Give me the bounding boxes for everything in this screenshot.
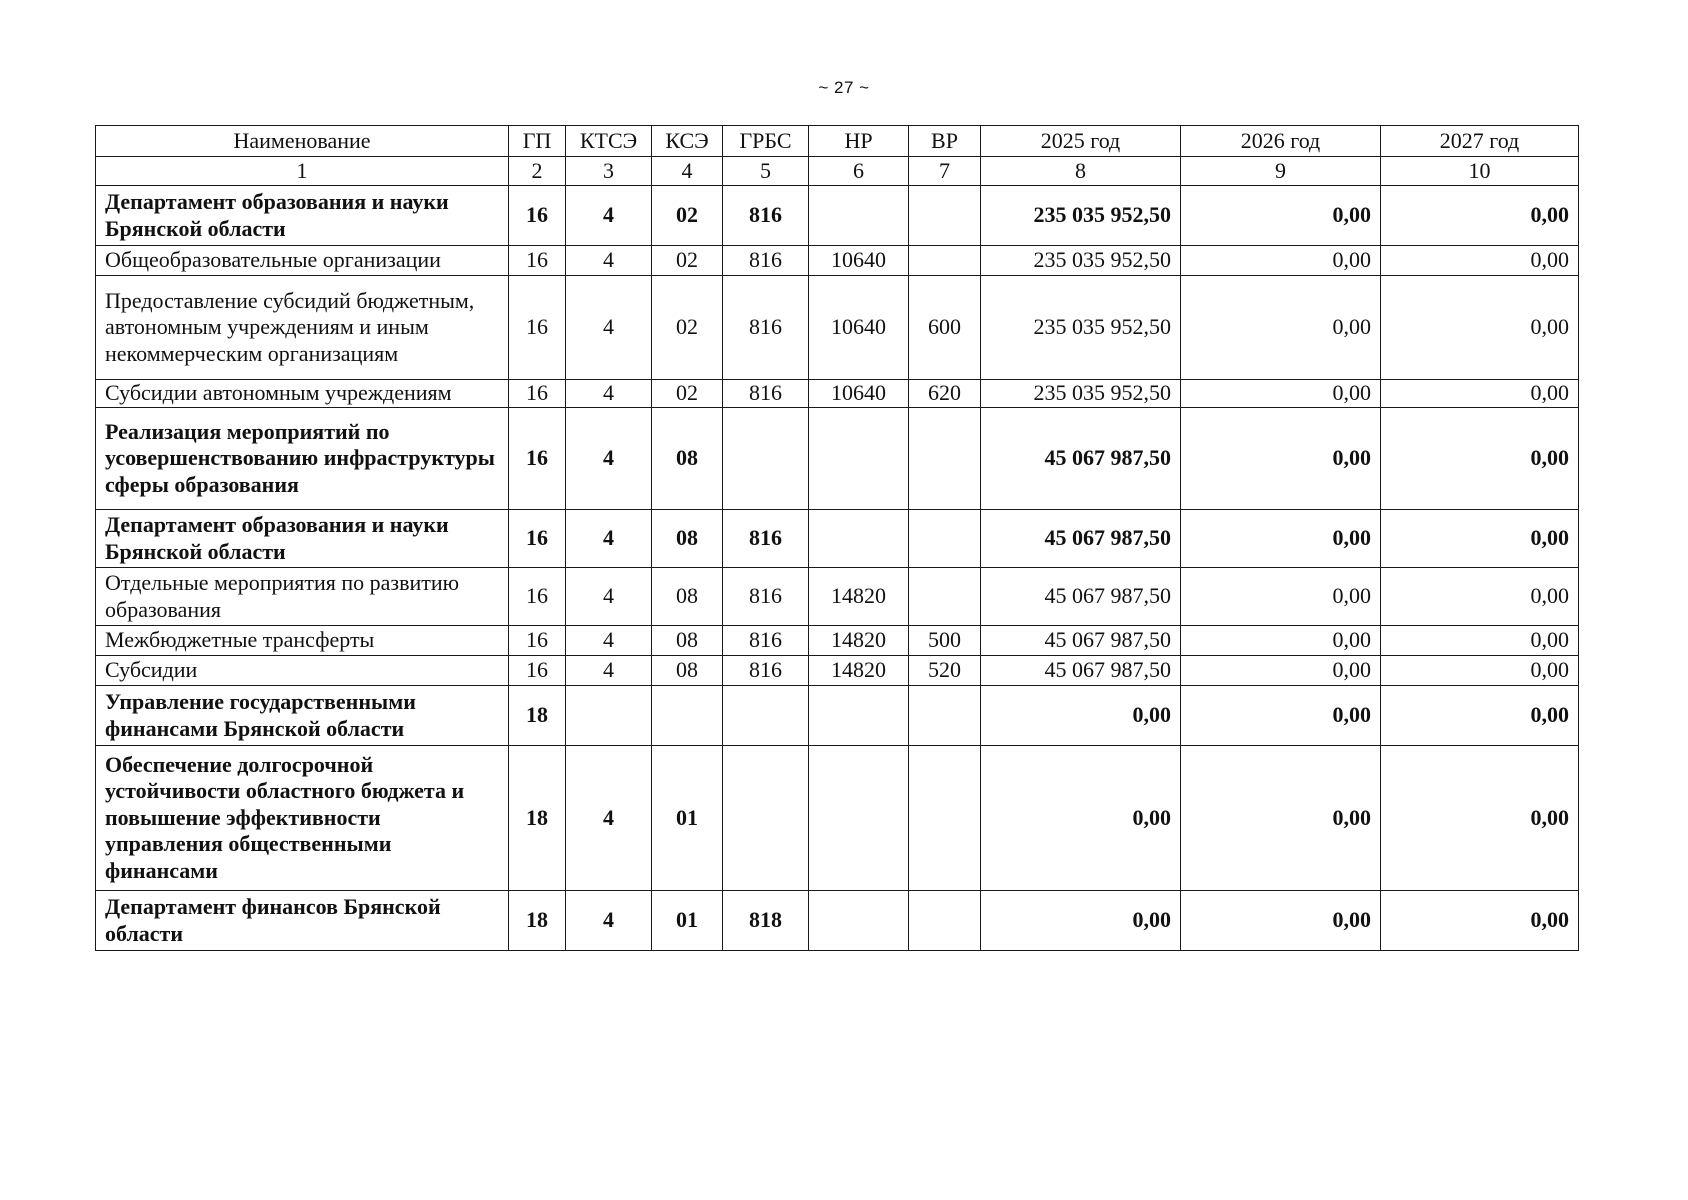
amount-2026-cell: 0,00 xyxy=(1181,891,1381,951)
amount-2027-cell: 0,00 xyxy=(1381,746,1579,891)
table-row xyxy=(96,568,1579,626)
amount-2026-cell: 0,00 xyxy=(1181,408,1381,510)
amount-2026-cell: 0,00 xyxy=(1181,626,1381,656)
kse-cell: 02 xyxy=(652,380,723,408)
column-number-row xyxy=(96,157,1579,186)
amount-2027-cell: 0,00 xyxy=(1381,380,1579,408)
amount-2027-cell: 0,00 xyxy=(1381,891,1579,951)
vr-cell: 620 xyxy=(909,380,981,408)
nr-cell: 14820 xyxy=(809,626,909,656)
gp-cell: 18 xyxy=(509,746,566,891)
header-2026: 2026 год xyxy=(1181,126,1381,157)
grbs-cell xyxy=(723,408,809,510)
amount-2026-cell: 0,00 xyxy=(1181,246,1381,276)
vr-cell xyxy=(909,186,981,246)
grbs-cell: 816 xyxy=(723,626,809,656)
nr-cell xyxy=(809,510,909,568)
column-number: 10 xyxy=(1381,157,1579,186)
header-nr: НР xyxy=(809,126,909,157)
amount-2027-cell: 0,00 xyxy=(1381,276,1579,380)
column-number: 7 xyxy=(909,157,981,186)
vr-cell xyxy=(909,746,981,891)
nr-cell xyxy=(809,186,909,246)
kse-cell: 02 xyxy=(652,246,723,276)
amount-2027-cell: 0,00 xyxy=(1381,656,1579,686)
amount-2025-cell: 235 035 952,50 xyxy=(981,246,1181,276)
row-name-cell: Предоставление субсидий бюджетным, автономным учреждениям и иным некоммерческим организациям xyxy=(96,276,509,380)
nr-cell xyxy=(809,891,909,951)
ktse-cell: 4 xyxy=(566,246,652,276)
gp-cell: 16 xyxy=(509,656,566,686)
table-row xyxy=(96,686,1579,746)
column-number: 1 xyxy=(96,157,509,186)
amount-2025-cell: 45 067 987,50 xyxy=(981,568,1181,626)
gp-cell: 16 xyxy=(509,408,566,510)
table-row xyxy=(96,891,1579,951)
gp-cell: 16 xyxy=(509,276,566,380)
ktse-cell: 4 xyxy=(566,276,652,380)
amount-2026-cell: 0,00 xyxy=(1181,276,1381,380)
amount-2026-cell: 0,00 xyxy=(1181,186,1381,246)
amount-2026-cell: 0,00 xyxy=(1181,510,1381,568)
grbs-cell: 816 xyxy=(723,510,809,568)
ktse-cell: 4 xyxy=(566,408,652,510)
nr-cell: 14820 xyxy=(809,656,909,686)
amount-2027-cell: 0,00 xyxy=(1381,510,1579,568)
column-number: 8 xyxy=(981,157,1181,186)
nr-cell xyxy=(809,746,909,891)
budget-table xyxy=(95,125,1579,951)
kse-cell xyxy=(652,686,723,746)
kse-cell: 08 xyxy=(652,656,723,686)
table-row xyxy=(96,408,1579,510)
amount-2025-cell: 0,00 xyxy=(981,746,1181,891)
kse-cell: 01 xyxy=(652,891,723,951)
column-number: 3 xyxy=(566,157,652,186)
amount-2025-cell: 235 035 952,50 xyxy=(981,380,1181,408)
nr-cell xyxy=(809,408,909,510)
kse-cell: 08 xyxy=(652,510,723,568)
header-grbs: ГРБС xyxy=(723,126,809,157)
page-number: ~ 27 ~ xyxy=(818,78,870,97)
amount-2026-cell: 0,00 xyxy=(1181,380,1381,408)
grbs-cell xyxy=(723,746,809,891)
amount-2025-cell: 45 067 987,50 xyxy=(981,656,1181,686)
vr-cell: 600 xyxy=(909,276,981,380)
ktse-cell: 4 xyxy=(566,626,652,656)
row-name-cell: Отдельные мероприятия по развитию образования xyxy=(96,568,509,626)
table-row xyxy=(96,380,1579,408)
amount-2025-cell: 0,00 xyxy=(981,686,1181,746)
table-row xyxy=(96,246,1579,276)
gp-cell: 16 xyxy=(509,186,566,246)
nr-cell: 10640 xyxy=(809,276,909,380)
amount-2027-cell: 0,00 xyxy=(1381,568,1579,626)
gp-cell: 16 xyxy=(509,380,566,408)
gp-cell: 16 xyxy=(509,568,566,626)
amount-2025-cell: 45 067 987,50 xyxy=(981,626,1181,656)
row-name-cell: Департамент финансов Брянской области xyxy=(96,891,509,951)
column-number: 6 xyxy=(809,157,909,186)
table-body xyxy=(96,157,1579,951)
row-name-cell: Реализация мероприятий по усовершенствованию инфраструктуры сферы образования xyxy=(96,408,509,510)
ktse-cell xyxy=(566,686,652,746)
header-2025: 2025 год xyxy=(981,126,1181,157)
kse-cell: 01 xyxy=(652,746,723,891)
table-row xyxy=(96,656,1579,686)
amount-2025-cell: 0,00 xyxy=(981,891,1181,951)
grbs-cell: 816 xyxy=(723,246,809,276)
gp-cell: 16 xyxy=(509,246,566,276)
nr-cell: 14820 xyxy=(809,568,909,626)
row-name-cell: Общеобразовательные организации xyxy=(96,246,509,276)
nr-cell: 10640 xyxy=(809,246,909,276)
amount-2025-cell: 235 035 952,50 xyxy=(981,186,1181,246)
amount-2027-cell: 0,00 xyxy=(1381,246,1579,276)
table-row xyxy=(96,186,1579,246)
vr-cell xyxy=(909,510,981,568)
table-row xyxy=(96,746,1579,891)
column-number: 2 xyxy=(509,157,566,186)
vr-cell xyxy=(909,246,981,276)
kse-cell: 02 xyxy=(652,186,723,246)
vr-cell: 500 xyxy=(909,626,981,656)
amount-2026-cell: 0,00 xyxy=(1181,746,1381,891)
ktse-cell: 4 xyxy=(566,746,652,891)
header-ktse: КТСЭ xyxy=(566,126,652,157)
row-name-cell: Субсидии автономным учреждениям xyxy=(96,380,509,408)
header-2027: 2027 год xyxy=(1381,126,1579,157)
amount-2027-cell: 0,00 xyxy=(1381,626,1579,656)
kse-cell: 08 xyxy=(652,408,723,510)
row-name-cell: Департамент образования и науки Брянской области xyxy=(96,510,509,568)
table-row xyxy=(96,276,1579,380)
amount-2027-cell: 0,00 xyxy=(1381,408,1579,510)
ktse-cell: 4 xyxy=(566,510,652,568)
kse-cell: 08 xyxy=(652,626,723,656)
grbs-cell: 816 xyxy=(723,276,809,380)
header-name: Наименование xyxy=(96,126,509,157)
amount-2026-cell: 0,00 xyxy=(1181,656,1381,686)
grbs-cell: 816 xyxy=(723,186,809,246)
gp-cell: 16 xyxy=(509,626,566,656)
table-header xyxy=(96,126,1579,157)
amount-2025-cell: 45 067 987,50 xyxy=(981,510,1181,568)
vr-cell xyxy=(909,891,981,951)
grbs-cell: 816 xyxy=(723,568,809,626)
vr-cell xyxy=(909,568,981,626)
grbs-cell: 816 xyxy=(723,656,809,686)
nr-cell: 10640 xyxy=(809,380,909,408)
table-row xyxy=(96,510,1579,568)
grbs-cell: 818 xyxy=(723,891,809,951)
kse-cell: 02 xyxy=(652,276,723,380)
ktse-cell: 4 xyxy=(566,568,652,626)
gp-cell: 18 xyxy=(509,891,566,951)
grbs-cell: 816 xyxy=(723,380,809,408)
header-row xyxy=(96,126,1579,157)
column-number: 9 xyxy=(1181,157,1381,186)
column-number: 4 xyxy=(652,157,723,186)
row-name-cell: Субсидии xyxy=(96,656,509,686)
amount-2027-cell: 0,00 xyxy=(1381,186,1579,246)
ktse-cell: 4 xyxy=(566,186,652,246)
kse-cell: 08 xyxy=(652,568,723,626)
grbs-cell xyxy=(723,686,809,746)
row-name-cell: Департамент образования и науки Брянской области xyxy=(96,186,509,246)
header-kse: КСЭ xyxy=(652,126,723,157)
amount-2025-cell: 235 035 952,50 xyxy=(981,276,1181,380)
gp-cell: 18 xyxy=(509,686,566,746)
header-vr: ВР xyxy=(909,126,981,157)
ktse-cell: 4 xyxy=(566,380,652,408)
vr-cell: 520 xyxy=(909,656,981,686)
ktse-cell: 4 xyxy=(566,656,652,686)
amount-2025-cell: 45 067 987,50 xyxy=(981,408,1181,510)
vr-cell xyxy=(909,408,981,510)
nr-cell xyxy=(809,686,909,746)
row-name-cell: Межбюджетные трансферты xyxy=(96,626,509,656)
amount-2026-cell: 0,00 xyxy=(1181,686,1381,746)
amount-2026-cell: 0,00 xyxy=(1181,568,1381,626)
row-name-cell: Обеспечение долгосрочной устойчивости областного бюджета и повышение эффективности управления общественными финансами xyxy=(96,746,509,891)
header-gp: ГП xyxy=(509,126,566,157)
column-number: 5 xyxy=(723,157,809,186)
table-row xyxy=(96,626,1579,656)
gp-cell: 16 xyxy=(509,510,566,568)
vr-cell xyxy=(909,686,981,746)
ktse-cell: 4 xyxy=(566,891,652,951)
amount-2027-cell: 0,00 xyxy=(1381,686,1579,746)
row-name-cell: Управление государственными финансами Брянской области xyxy=(96,686,509,746)
